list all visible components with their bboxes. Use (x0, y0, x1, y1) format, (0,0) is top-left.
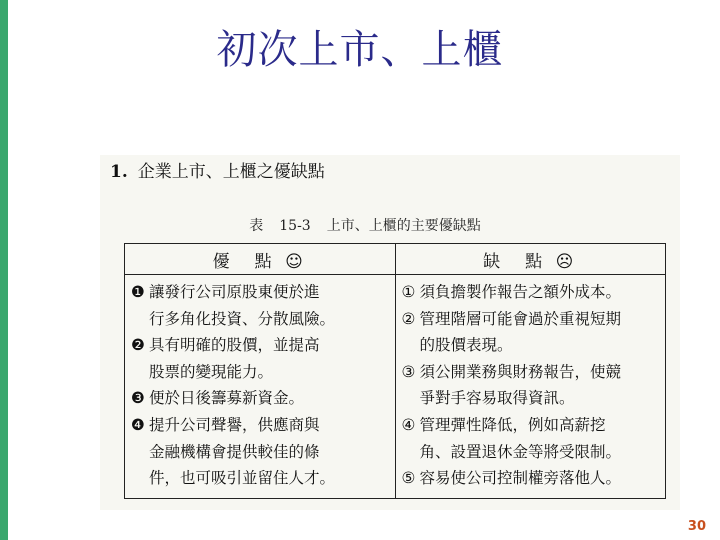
disadvantages-header (395, 244, 666, 275)
advantages-header-label: 優 點 (212, 251, 276, 272)
advantage-item-line (131, 412, 391, 439)
advantage-item-text: 讓發行公司原股東便於進 (149, 283, 320, 301)
advantage-item-line (131, 439, 391, 466)
disadvantage-item (402, 465, 662, 492)
disadvantages-header-label: 缺 點 (483, 251, 547, 272)
advantage-item (131, 385, 391, 412)
section-heading (110, 157, 325, 182)
disadvantage-item (402, 412, 662, 465)
disadvantage-item-marker: ① (401, 283, 416, 301)
disadvantage-item-text: 容易使公司控制權旁落他人。 (419, 469, 622, 488)
advantage-item (131, 412, 391, 492)
disadvantage-item-text: 管理彈性降低，例如高薪挖 (419, 415, 606, 434)
side-accent-bar (0, 0, 8, 540)
advantage-item-text: 股票的變現能力。 (149, 362, 274, 381)
disadvantage-item-line (402, 306, 662, 333)
advantage-item-text: 提升公司聲譽，供應商與 (149, 415, 320, 434)
table-body-row (125, 275, 666, 499)
disadvantage-item (402, 359, 662, 412)
disadvantage-item-line (402, 465, 662, 492)
disadvantage-item-text: 爭對手容易取得資訊。 (419, 389, 575, 408)
page-number: 30 (687, 519, 706, 534)
pros-cons-table (124, 243, 666, 499)
frown-icon: ☹ (555, 251, 578, 272)
caption-text: 上市、上櫃的主要優缺點 (326, 218, 481, 234)
caption-number: 15-3 (279, 218, 311, 234)
advantage-item-text: 具有明確的股價，並提高 (149, 336, 320, 355)
advantages-cell (125, 275, 396, 499)
table-caption (100, 215, 630, 235)
disadvantage-item (402, 306, 662, 359)
disadvantage-item-line (402, 279, 662, 306)
disadvantage-item-text: 管理階層可能會過於重視短期 (419, 309, 622, 328)
advantages-header (125, 244, 396, 275)
advantage-item-line (131, 465, 391, 492)
disadvantage-item-text: 的股價表現。 (419, 336, 513, 355)
caption-prefix: 表 (249, 218, 264, 234)
slide-title: 初次上市、上櫃 (216, 27, 504, 73)
section-title: 企業上市、上櫃之優缺點 (137, 162, 325, 182)
disadvantage-item-text: 須公開業務與財務報告，使競 (419, 362, 622, 381)
advantage-item-line (131, 332, 391, 359)
disadvantage-item-line (402, 385, 662, 412)
advantage-item-marker: ❹ (131, 415, 145, 434)
advantage-item-line (131, 279, 391, 306)
disadvantage-item-line (402, 412, 662, 439)
table-header-row (125, 244, 666, 275)
disadvantage-item-marker: ③ (401, 362, 416, 381)
advantage-item-line (131, 306, 391, 333)
smile-icon: ☺ (285, 251, 307, 272)
advantage-item (131, 332, 391, 385)
content-panel (100, 155, 680, 510)
advantage-item (131, 279, 391, 332)
disadvantage-item-line (402, 332, 662, 359)
advantage-item-line (131, 385, 391, 412)
disadvantage-item-marker: ④ (401, 415, 416, 434)
advantage-item-text: 件，也可吸引並留住人才。 (149, 469, 336, 488)
disadvantage-item-text: 須負擔製作報告之額外成本。 (419, 283, 622, 301)
disadvantage-item-line (402, 439, 662, 466)
disadvantage-item-line (402, 359, 662, 386)
disadvantage-item-marker: ② (401, 309, 416, 328)
disadvantage-item-marker: ⑤ (401, 469, 416, 488)
disadvantage-item (402, 279, 662, 306)
advantage-item-text: 行多角化投資、分散風險。 (149, 309, 336, 328)
section-number: 1. (110, 162, 128, 182)
advantage-item-marker: ❷ (131, 336, 145, 355)
disadvantage-item-text: 角、設置退休金等將受限制。 (419, 442, 622, 461)
advantage-item-line (131, 359, 391, 386)
advantage-item-text: 金融機構會提供較佳的條 (149, 442, 320, 461)
advantage-item-marker: ❶ (131, 283, 145, 301)
advantage-item-text: 便於日後籌募新資金。 (149, 389, 305, 408)
disadvantages-cell (395, 275, 666, 499)
advantage-item-marker: ❸ (131, 389, 145, 408)
